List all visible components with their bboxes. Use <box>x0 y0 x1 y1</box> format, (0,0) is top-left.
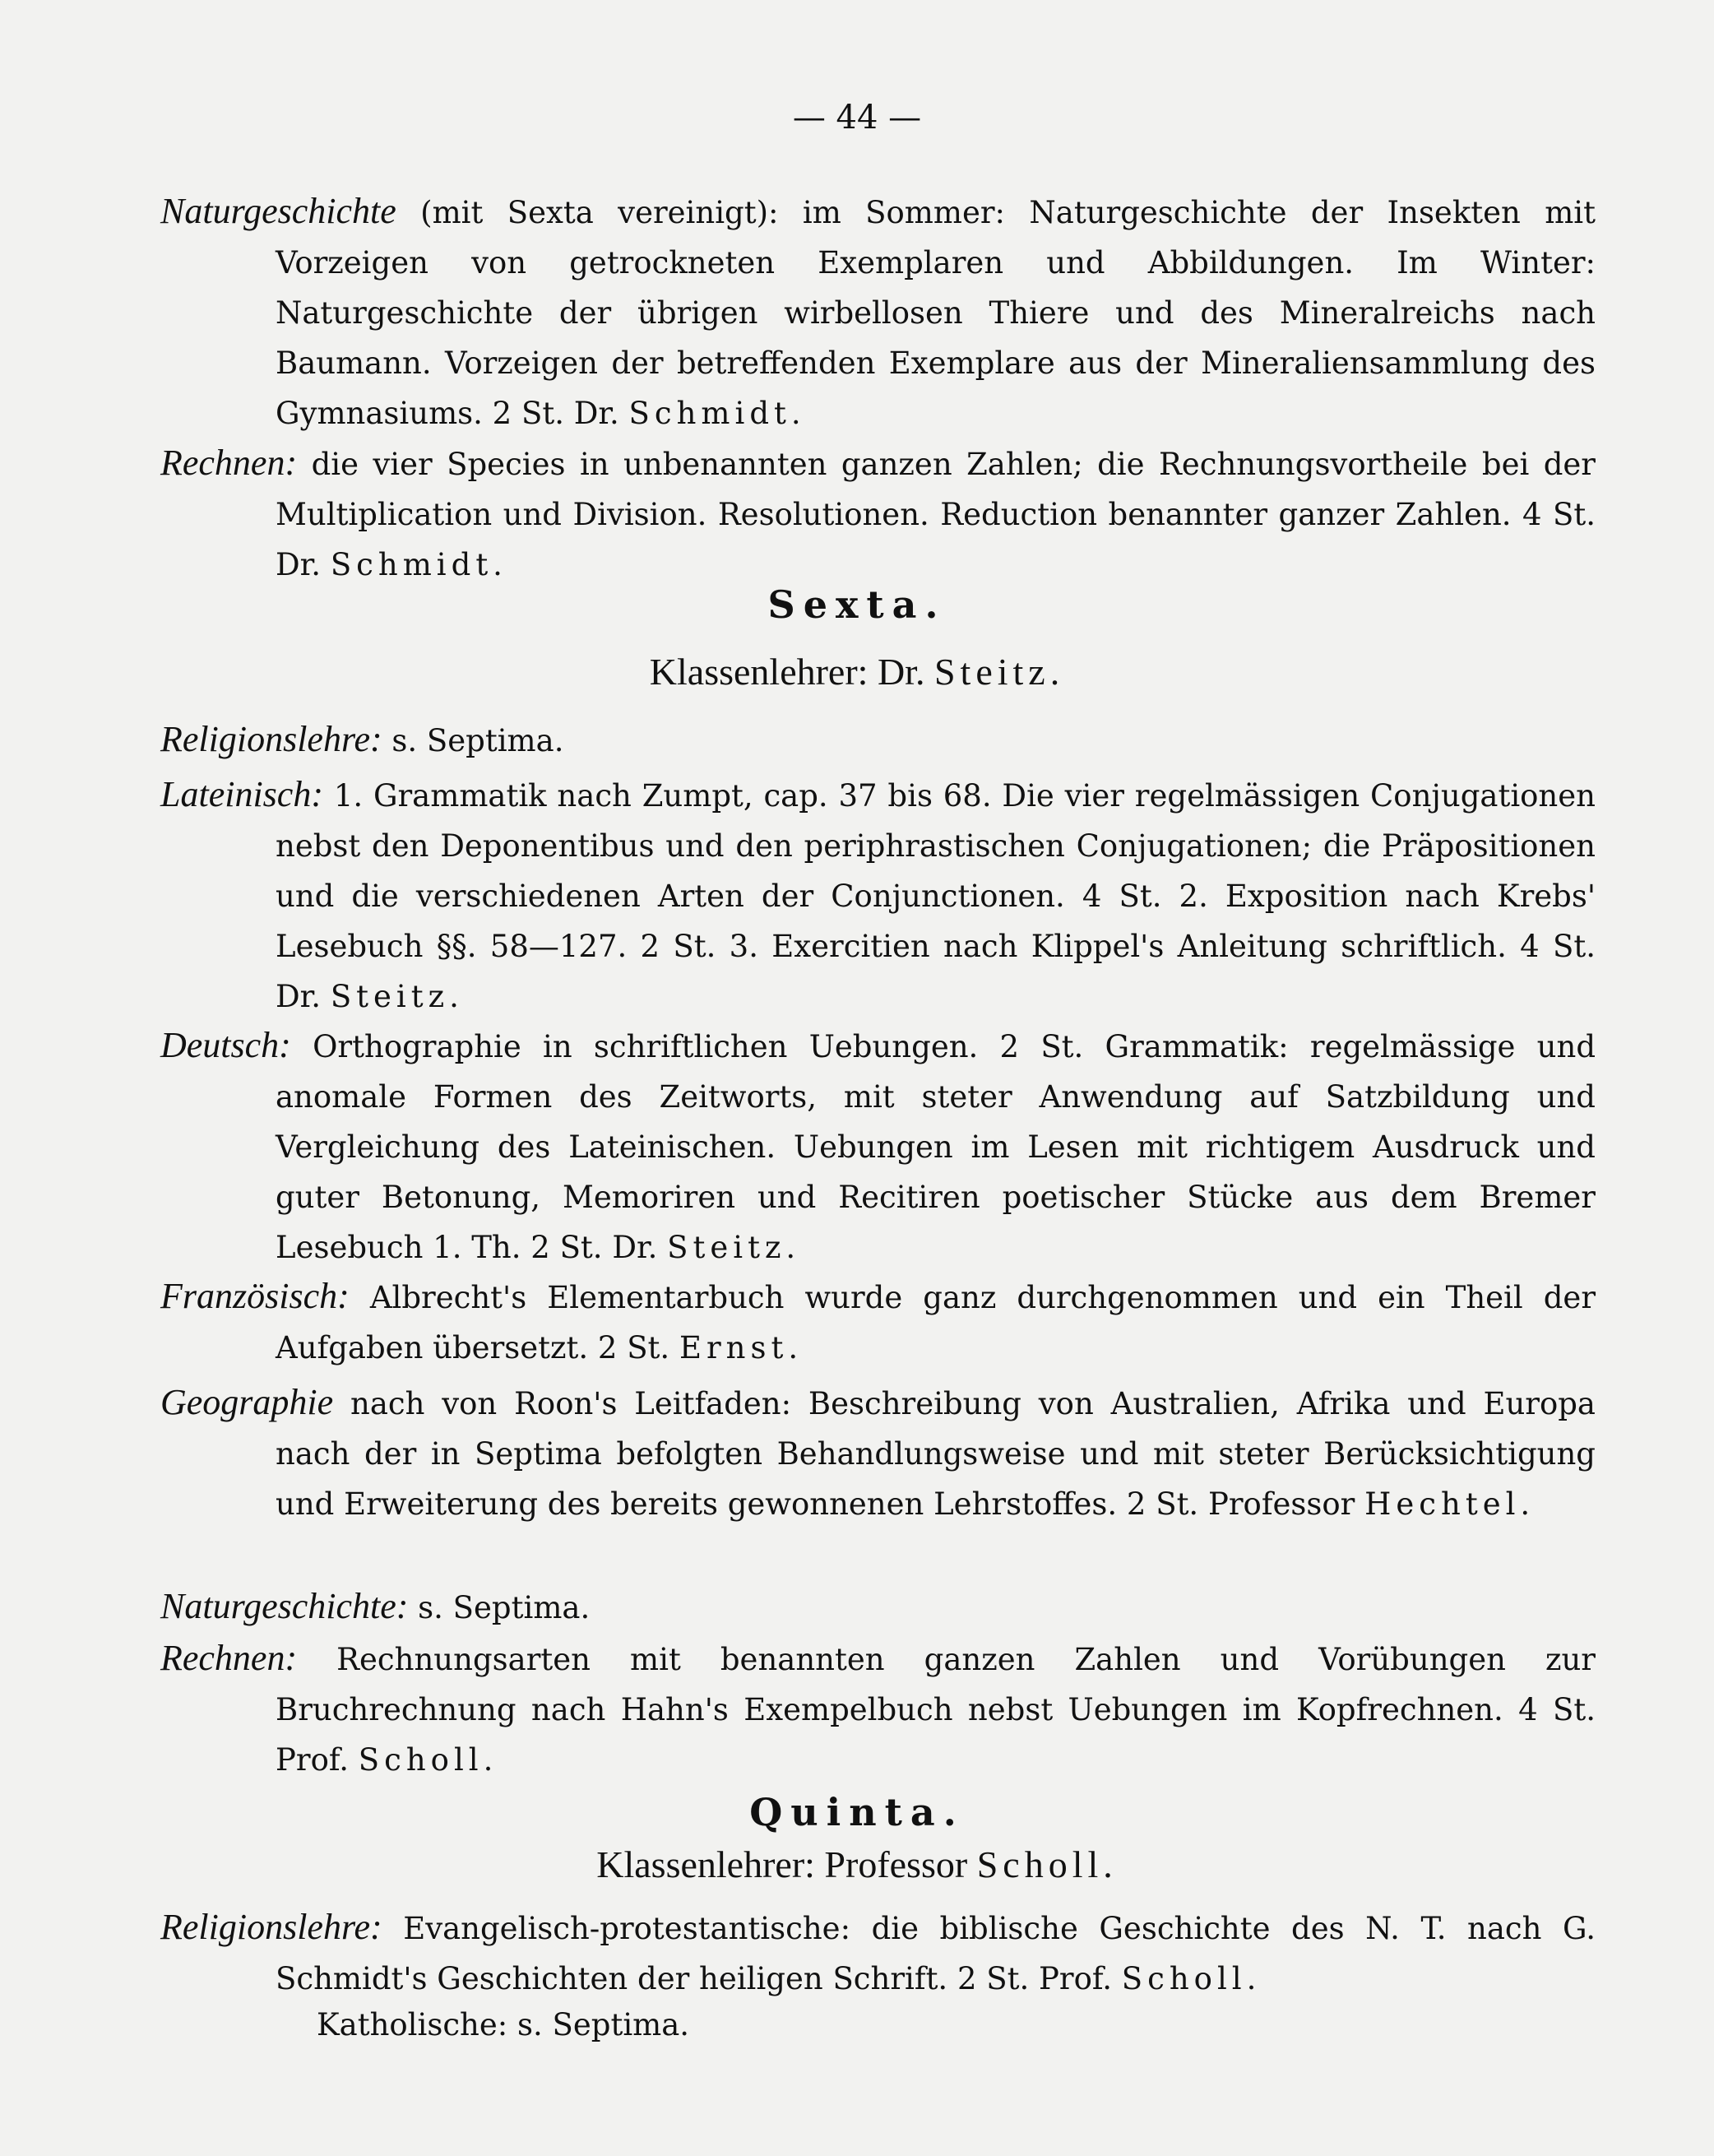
entry-text: 1. Grammatik nach Zumpt, cap. 37 bis 68. Die vier regelmässigen Conjugationen nebst den Deponentibus und den periphrastischen Conjugationen; die Präpositionen und die verschiedenen Arten der Conjunctionen. 4 St. 2. Exposition nach Krebs' Lesebuch §§. 58—127. 2 St. 3. Exercitien nach Klippel's Anleitung schriftlich. 4 St. Dr. <box>276 778 1596 1014</box>
class-teacher-quinta: Klassenlehrer: Professor Scholl. <box>596 1843 1118 1885</box>
teacher-name: Scholl. <box>358 1742 498 1778</box>
entry-naturgeschichte-septima <box>160 186 1596 438</box>
entry-rechnen-sexta <box>160 1633 1596 1785</box>
entry-rechnen-septima <box>160 438 1596 590</box>
entry-naturgeschichte-sexta <box>160 1581 1596 1633</box>
entry-text: nach von Roon's Leitfaden: Beschreibung von Australien, Afrika und Europa nach der in Septima befolgten Behandlungsweise und mit steter Berücksichtigung und Erweiterung des bereits gewonnenen Lehrstoffes. 2 St. Professor <box>276 1386 1596 1522</box>
subject-label: Religionslehre: <box>160 1907 382 1947</box>
teacher-name: Scholl. <box>1121 1961 1262 1996</box>
entry-text: (mit Sexta vereinigt): im Sommer: Naturgeschichte der Insekten mit Vorzeigen von getrockneten Exemplaren und Abbildungen. Im Winter: Naturgeschichte der übrigen wirbellosen Thiere und des Mineralreichs nach Baumann. Vorzeigen der betreffenden Exemplare aus der Mineraliensammlung des Gymnasiums. 2 St. Dr. <box>276 195 1596 431</box>
entry-lateinisch-sexta <box>160 769 1596 1022</box>
entry-text: Orthographie in schriftlichen Uebungen. 2 St. Grammatik: regelmässige und anomale Formen des Zeitworts, mit steter Anwendung auf Satzbildung und Vergleichung des Lateinischen. Uebungen im Lesen mit richtigem Ausdruck und guter Betonung, Memoriren und Recitiren poetischer Stücke aus dem Bremer Lesebuch 1. Th. 2 St. Dr. <box>276 1029 1596 1265</box>
subject-label: Naturgeschichte: <box>160 1586 409 1626</box>
entry-text: s. Septima. <box>391 723 564 758</box>
entry-deutsch-sexta <box>160 1020 1596 1273</box>
subject-label: Naturgeschichte <box>160 191 396 231</box>
teacher-name: Hechtel. <box>1364 1486 1536 1522</box>
subject-label: Religionslehre: <box>160 719 382 759</box>
entry-text: Evangelisch-protestantische: die biblische Geschichte des N. T. nach G. Schmidt's Geschichten der heiligen Schrift. 2 St. Prof. <box>276 1911 1596 1996</box>
teacher-name: Ernst. <box>679 1330 804 1365</box>
subject-label: Rechnen: <box>160 1638 298 1678</box>
subject-label: Französisch: <box>160 1276 350 1316</box>
entry-text: Rechnungsarten mit benannten ganzen Zahlen und Vorübungen zur Bruchrechnung nach Hahn's Exempelbuch nebst Uebungen im Kopfrechnen. 4 St. Prof. <box>276 1642 1596 1778</box>
subject-label: Lateinisch: <box>160 774 323 814</box>
page-number: — 44 — <box>792 99 922 137</box>
entry-text: s. Septima. <box>418 1590 591 1625</box>
entry-franzoesisch-sexta <box>160 1271 1596 1373</box>
teacher-name: Steitz. <box>667 1230 801 1265</box>
teacher-name: Schmidt. <box>628 396 806 431</box>
entry-text: die vier Species in unbenannten ganzen Zahlen; die Rechnungsvortheile bei der Multiplication und Division. Resolutionen. Reduction benannter ganzer Zahlen. 4 St. Dr. <box>276 447 1596 582</box>
teacher-name: Schmidt. <box>330 547 507 582</box>
section-heading-quinta: Quinta. <box>749 1790 965 1834</box>
subject-label: Rechnen: <box>160 443 298 483</box>
katholische-note: Katholische: s. Septima. <box>317 2007 690 2042</box>
entry-religionslehre-quinta <box>160 1902 1596 2004</box>
entry-geographie-sexta <box>160 1377 1596 1529</box>
entry-religionslehre-sexta <box>160 714 1596 766</box>
class-teacher-sexta: Klassenlehrer: Dr. Steitz. <box>649 651 1065 693</box>
entry-text: Albrecht's Elementarbuch wurde ganz durchgenommen und ein Theil der Aufgaben übersetzt. 2 St. <box>276 1280 1596 1365</box>
teacher-name: Steitz. <box>330 979 464 1014</box>
subject-label: Geographie <box>160 1382 334 1422</box>
subject-label: Deutsch: <box>160 1025 291 1065</box>
section-heading-sexta: Sexta. <box>767 582 947 627</box>
